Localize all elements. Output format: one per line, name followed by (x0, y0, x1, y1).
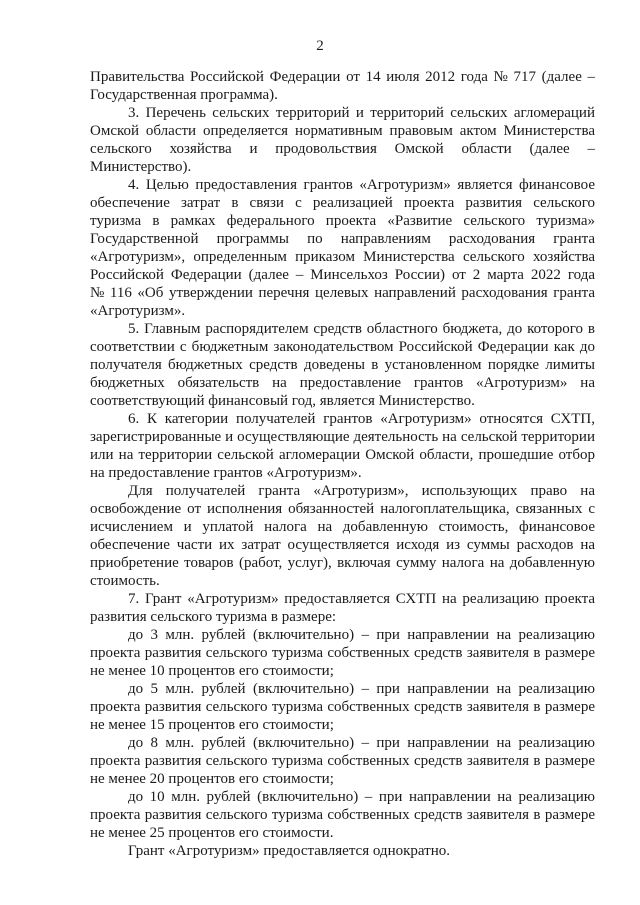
text-line: соответствующий финансовый год, является Министерство. (90, 393, 475, 409)
text-line: Правительства Российской Федерации от 14 июля 2012 года № 717 (далее – (90, 69, 595, 85)
text-line: 5. Главным распорядителем средств областного бюджета, до которого в (128, 321, 595, 337)
text-line: не менее 10 процентов его стоимости; (90, 663, 334, 679)
text-line: проекта развития сельского туризма собственных средств заявителя в размере (90, 645, 595, 661)
text-line: до 3 млн. рублей (включительно) – при направлении на реализацию (128, 627, 595, 643)
text-line: не менее 15 процентов его стоимости; (90, 717, 334, 733)
text-line: освобождение от исполнения обязанностей налогоплательщика, связанных с (90, 501, 595, 517)
text-line: до 10 млн. рублей (включительно) – при направлении на реализацию (128, 789, 595, 805)
text-line: Грант «Агротуризм» предоставляется однократно. (128, 843, 450, 859)
text-line: развития сельского туризма в размере: (90, 609, 337, 625)
text-line: 4. Целью предоставления грантов «Агротуризм» является финансовое (128, 177, 595, 193)
text-line: не менее 20 процентов его стоимости; (90, 771, 334, 787)
text-line: или на территории сельской агломерации Омской области, прошедшие отбор (90, 447, 595, 463)
text-line: 6. К категории получателей грантов «Агротуризм» относятся СХТП, (128, 411, 595, 427)
text-line: Российской Федерации (далее – Минсельхоз России) от 2 марта 2022 года (90, 267, 595, 283)
text-line: обеспечение части их затрат осуществляется исходя из суммы расходов на (90, 537, 595, 553)
text-line: до 8 млн. рублей (включительно) – при направлении на реализацию (128, 735, 595, 751)
text-line: 7. Грант «Агротуризм» предоставляется СХТП на реализацию проекта (128, 591, 595, 607)
page-number: 2 (316, 38, 324, 54)
text-line: проекта развития сельского туризма собственных средств заявителя в размере (90, 753, 595, 769)
text-line: № 116 «Об утверждении перечня целевых направлений расходования гранта (90, 285, 595, 301)
text-line: не менее 25 процентов его стоимости. (90, 825, 334, 841)
text-line: «Агротуризм», определенным приказом Министерства сельского хозяйства (90, 249, 595, 265)
text-line: проекта развития сельского туризма собственных средств заявителя в размере (90, 699, 595, 715)
text-line: «Агротуризм». (90, 303, 186, 319)
text-line: 3. Перечень сельских территорий и территорий сельских агломераций (128, 105, 595, 121)
text-line: исчислением и уплатой налога на добавленную стоимость, финансовое (90, 519, 595, 535)
text-line: приобретение товаров (работ, услуг), включая сумму налога на добавленную (90, 555, 595, 571)
text-line: получателя бюджетных средств доведены в установленном порядке лимиты (90, 357, 595, 373)
text-line: Омской области определяется нормативным правовым актом Министерства (90, 123, 595, 139)
text-line: обеспечение затрат в связи с реализацией проекта развития сельского (90, 195, 595, 211)
text-line: Министерство). (90, 159, 192, 175)
text-line: Государственной программы по направлениям расходования гранта (90, 231, 595, 247)
text-line: проекта развития сельского туризма собственных средств заявителя в размере (90, 807, 595, 823)
text-line: зарегистрированные и осуществляющие деятельность на сельской территории (90, 429, 595, 445)
text-line: Для получателей гранта «Агротуризм», использующих право на (128, 483, 595, 499)
text-line: Государственная программа). (90, 87, 278, 103)
text-line: сельского хозяйства и продовольствия Омской области (далее – (90, 141, 595, 157)
text-line: бюджетных обязательств на предоставление грантов «Агротуризм» на (90, 375, 595, 391)
text-line: стоимость. (90, 573, 160, 589)
text-line: до 5 млн. рублей (включительно) – при направлении на реализацию (128, 681, 595, 697)
text-line: на предоставление грантов «Агротуризм». (90, 465, 362, 481)
text-line: соответствии с бюджетным законодательством Российской Федерации как до (90, 339, 595, 355)
text-line: туризма в рамках федерального проекта «Развитие сельского туризма» (90, 213, 595, 229)
